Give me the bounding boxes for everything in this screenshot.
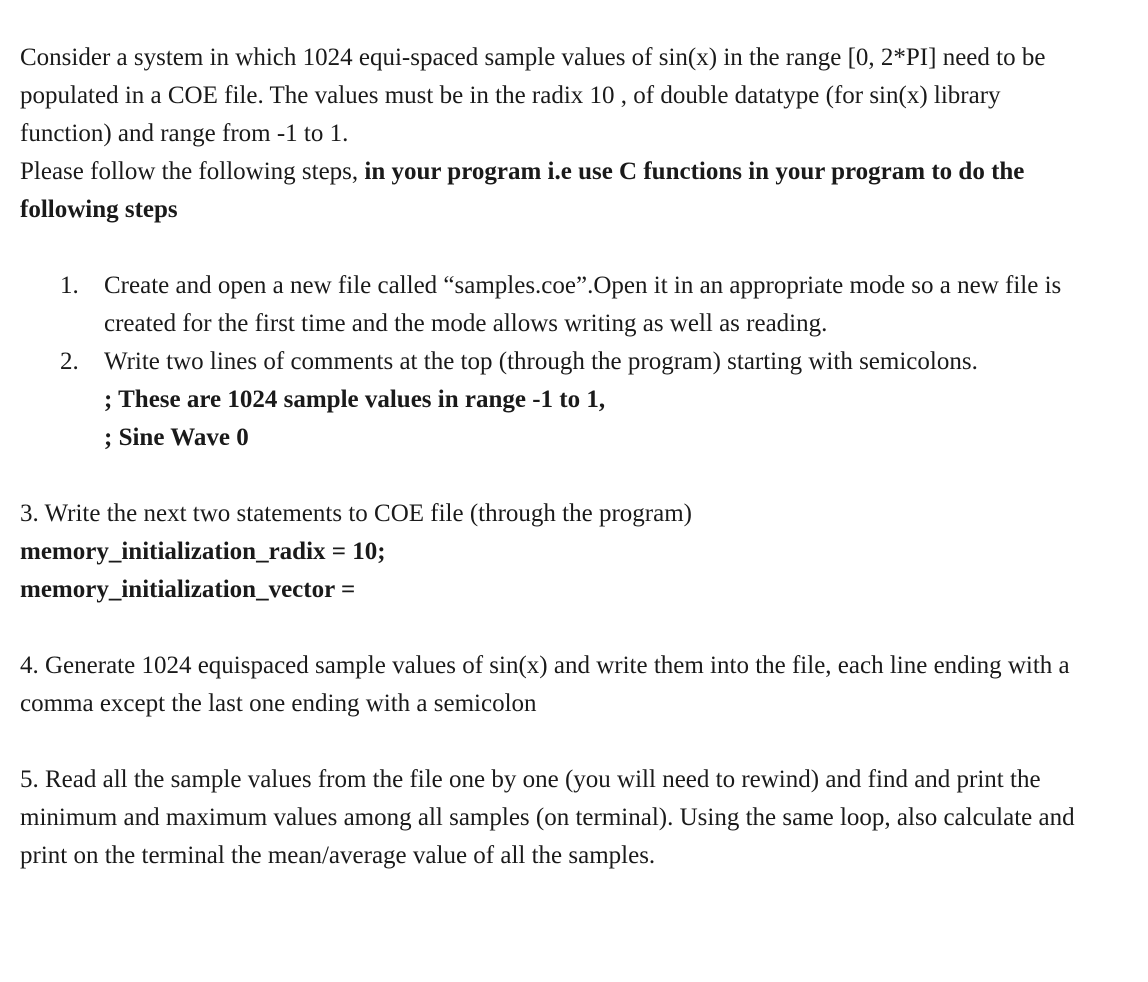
step-text: Write two lines of comments at the top (through the program) starting with semicolons. xyxy=(104,348,978,375)
comment-line-1: ; These are 1024 sample values in range -1 to 1, xyxy=(104,386,606,413)
step-4-text: 4. Generate 1024 equispaced sample values of sin(x) and write them into the file, each line ending with a comma except the last one ending with a semicolon xyxy=(20,652,1070,717)
step-3-block xyxy=(20,495,1098,609)
follow-steps-prefix: Please follow the following steps, xyxy=(20,158,365,185)
step-item-1 xyxy=(20,267,1098,343)
comment-line-2: ; Sine Wave 0 xyxy=(104,424,249,451)
step-number: 1. xyxy=(60,272,79,299)
follow-steps-instruction xyxy=(20,153,1098,229)
step-5-text: 5. Read all the sample values from the file one by one (you will need to rewind) and find and print the minimum and maximum values among all samples (on terminal). Using the same loop, also calculate and print on the terminal the mean/average value of all the samples. xyxy=(20,766,1075,869)
step-3-text: 3. Write the next two statements to COE file (through the program) xyxy=(20,500,692,527)
radix-statement: memory_initialization_radix = 10; xyxy=(20,538,386,565)
numbered-steps-list xyxy=(20,267,1098,381)
step-4-block xyxy=(20,647,1098,723)
step-number: 2. xyxy=(60,348,79,375)
follow-steps-bold: in your program i.e use C functions in your program to do the following steps xyxy=(20,158,1025,223)
step-item-2 xyxy=(20,343,1098,381)
vector-statement: memory_initialization_vector = xyxy=(20,576,356,603)
step-text: Create and open a new file called “samples.coe”.Open it in an appropriate mode so a new file is created for the first time and the mode allows writing as well as reading. xyxy=(104,272,1062,337)
step-5-block xyxy=(20,761,1098,875)
intro-paragraph: Consider a system in which 1024 equi-spaced sample values of sin(x) in the range [0, 2*PI] need to be populated in a COE file. The values must be in the radix 10 , of double datatype (for sin(x) library function) and range from -1 to 1. xyxy=(20,44,1046,147)
